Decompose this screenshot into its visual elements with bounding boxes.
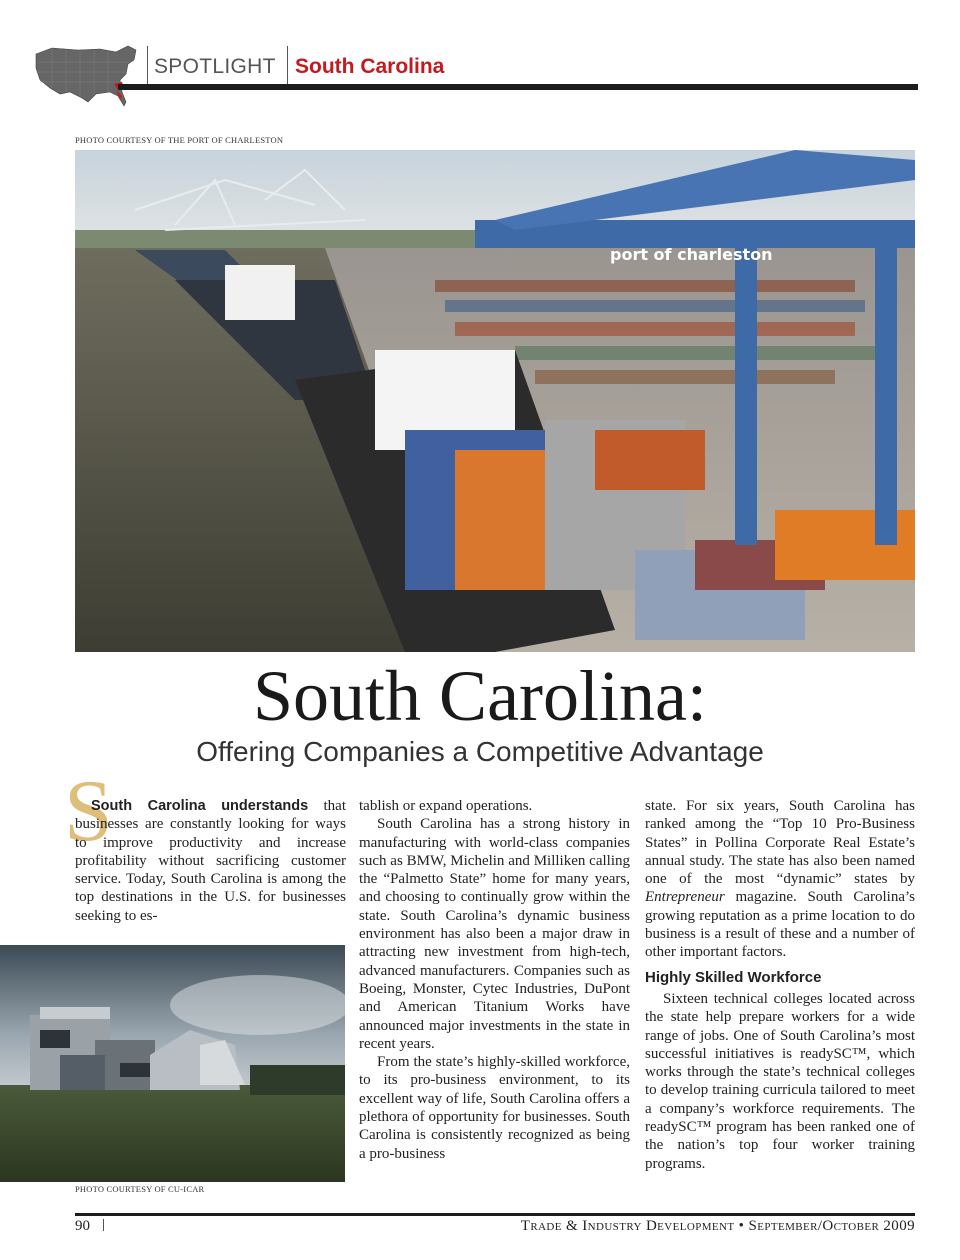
publication-line: Trade & Industry Development • September/October 2009	[520, 1218, 915, 1234]
paragraph: From the state’s highly-skilled workforce, to its pro-business environment, to its excellent way of life, South Carolina offers a plethora of opportunity for businesses. South Carolina is consistently recognized as being a pro-business	[359, 1054, 630, 1162]
crane-sign: port of charleston	[610, 245, 773, 264]
article-column-3	[645, 797, 915, 1173]
page-number: 90	[75, 1218, 90, 1234]
header-divider	[147, 46, 148, 84]
article-title: South Carolina:	[253, 656, 707, 736]
paragraph: that businesses are constantly looking for ways to improve productivity and increase profitability without sacrificing customer service. Today, South Carolina is among the top destinations in the U.S. for businesses seeking to es-	[75, 798, 346, 924]
footer-divider	[103, 1219, 104, 1231]
magazine-name: Entrepreneur	[645, 889, 725, 906]
header-rule	[118, 84, 918, 90]
photo-credit-top: PHOTO COURTESY OF THE PORT OF CHARLESTON	[75, 135, 284, 145]
paragraph: state. For six years, South Carolina has ranked among the “Top 10 Pro-Business States” in Pollina Corporate Real Estate’s annual study. The state has also been named one of the most “dynamic” states by Entrepreneur magazine. South Carolina’s growing reputation as a prime location to do business is a result of these and a number of other important factors.	[645, 798, 915, 961]
footer-rule	[75, 1213, 915, 1216]
section-heading: Highly Skilled Workforce	[645, 968, 822, 986]
header-divider	[287, 46, 288, 84]
article-column-2	[359, 797, 630, 1163]
paragraph: tablish or expand operations.	[359, 798, 533, 814]
lead-in: South Carolina understands	[91, 798, 309, 814]
port-photo	[75, 150, 915, 652]
header-state-name: South Carolina	[295, 55, 445, 78]
drop-cap: S	[64, 763, 113, 860]
paragraph: South Carolina has a strong history in manufacturing with world-class companies such as BMW, Michelin and Milliken calling the “Palmetto State” home for many years, and choosing to continually grow within the state. South Carolina’s dynamic business environment has also been a major draw in attracting new investment from high-tech, advanced manufacturers. Companies such as Boeing, Monster, Cytec Industries, DuPont and American Titanium Works have announced major investments in the state in recent years.	[359, 816, 630, 1052]
article-column-1	[75, 797, 346, 925]
cu-icar-building-photo	[0, 945, 345, 1182]
section-label: SPOTLIGHT	[154, 55, 276, 78]
photo-credit-bottom: PHOTO COURTESY OF CU-ICAR	[75, 1184, 205, 1194]
article-subtitle: Offering Companies a Competitive Advantage	[196, 736, 764, 767]
us-map-icon	[30, 40, 142, 114]
paragraph: Sixteen technical colleges located across the state help prepare workers for a wide range of jobs. One of South Carolina’s most successful initiatives is readySC™, which works through the state’s technical colleges to develop training curricula tailored to meet a company’s workforce requirements. The readySC™ program has been ranked one of the nation’s top four worker training programs.	[645, 990, 915, 1172]
